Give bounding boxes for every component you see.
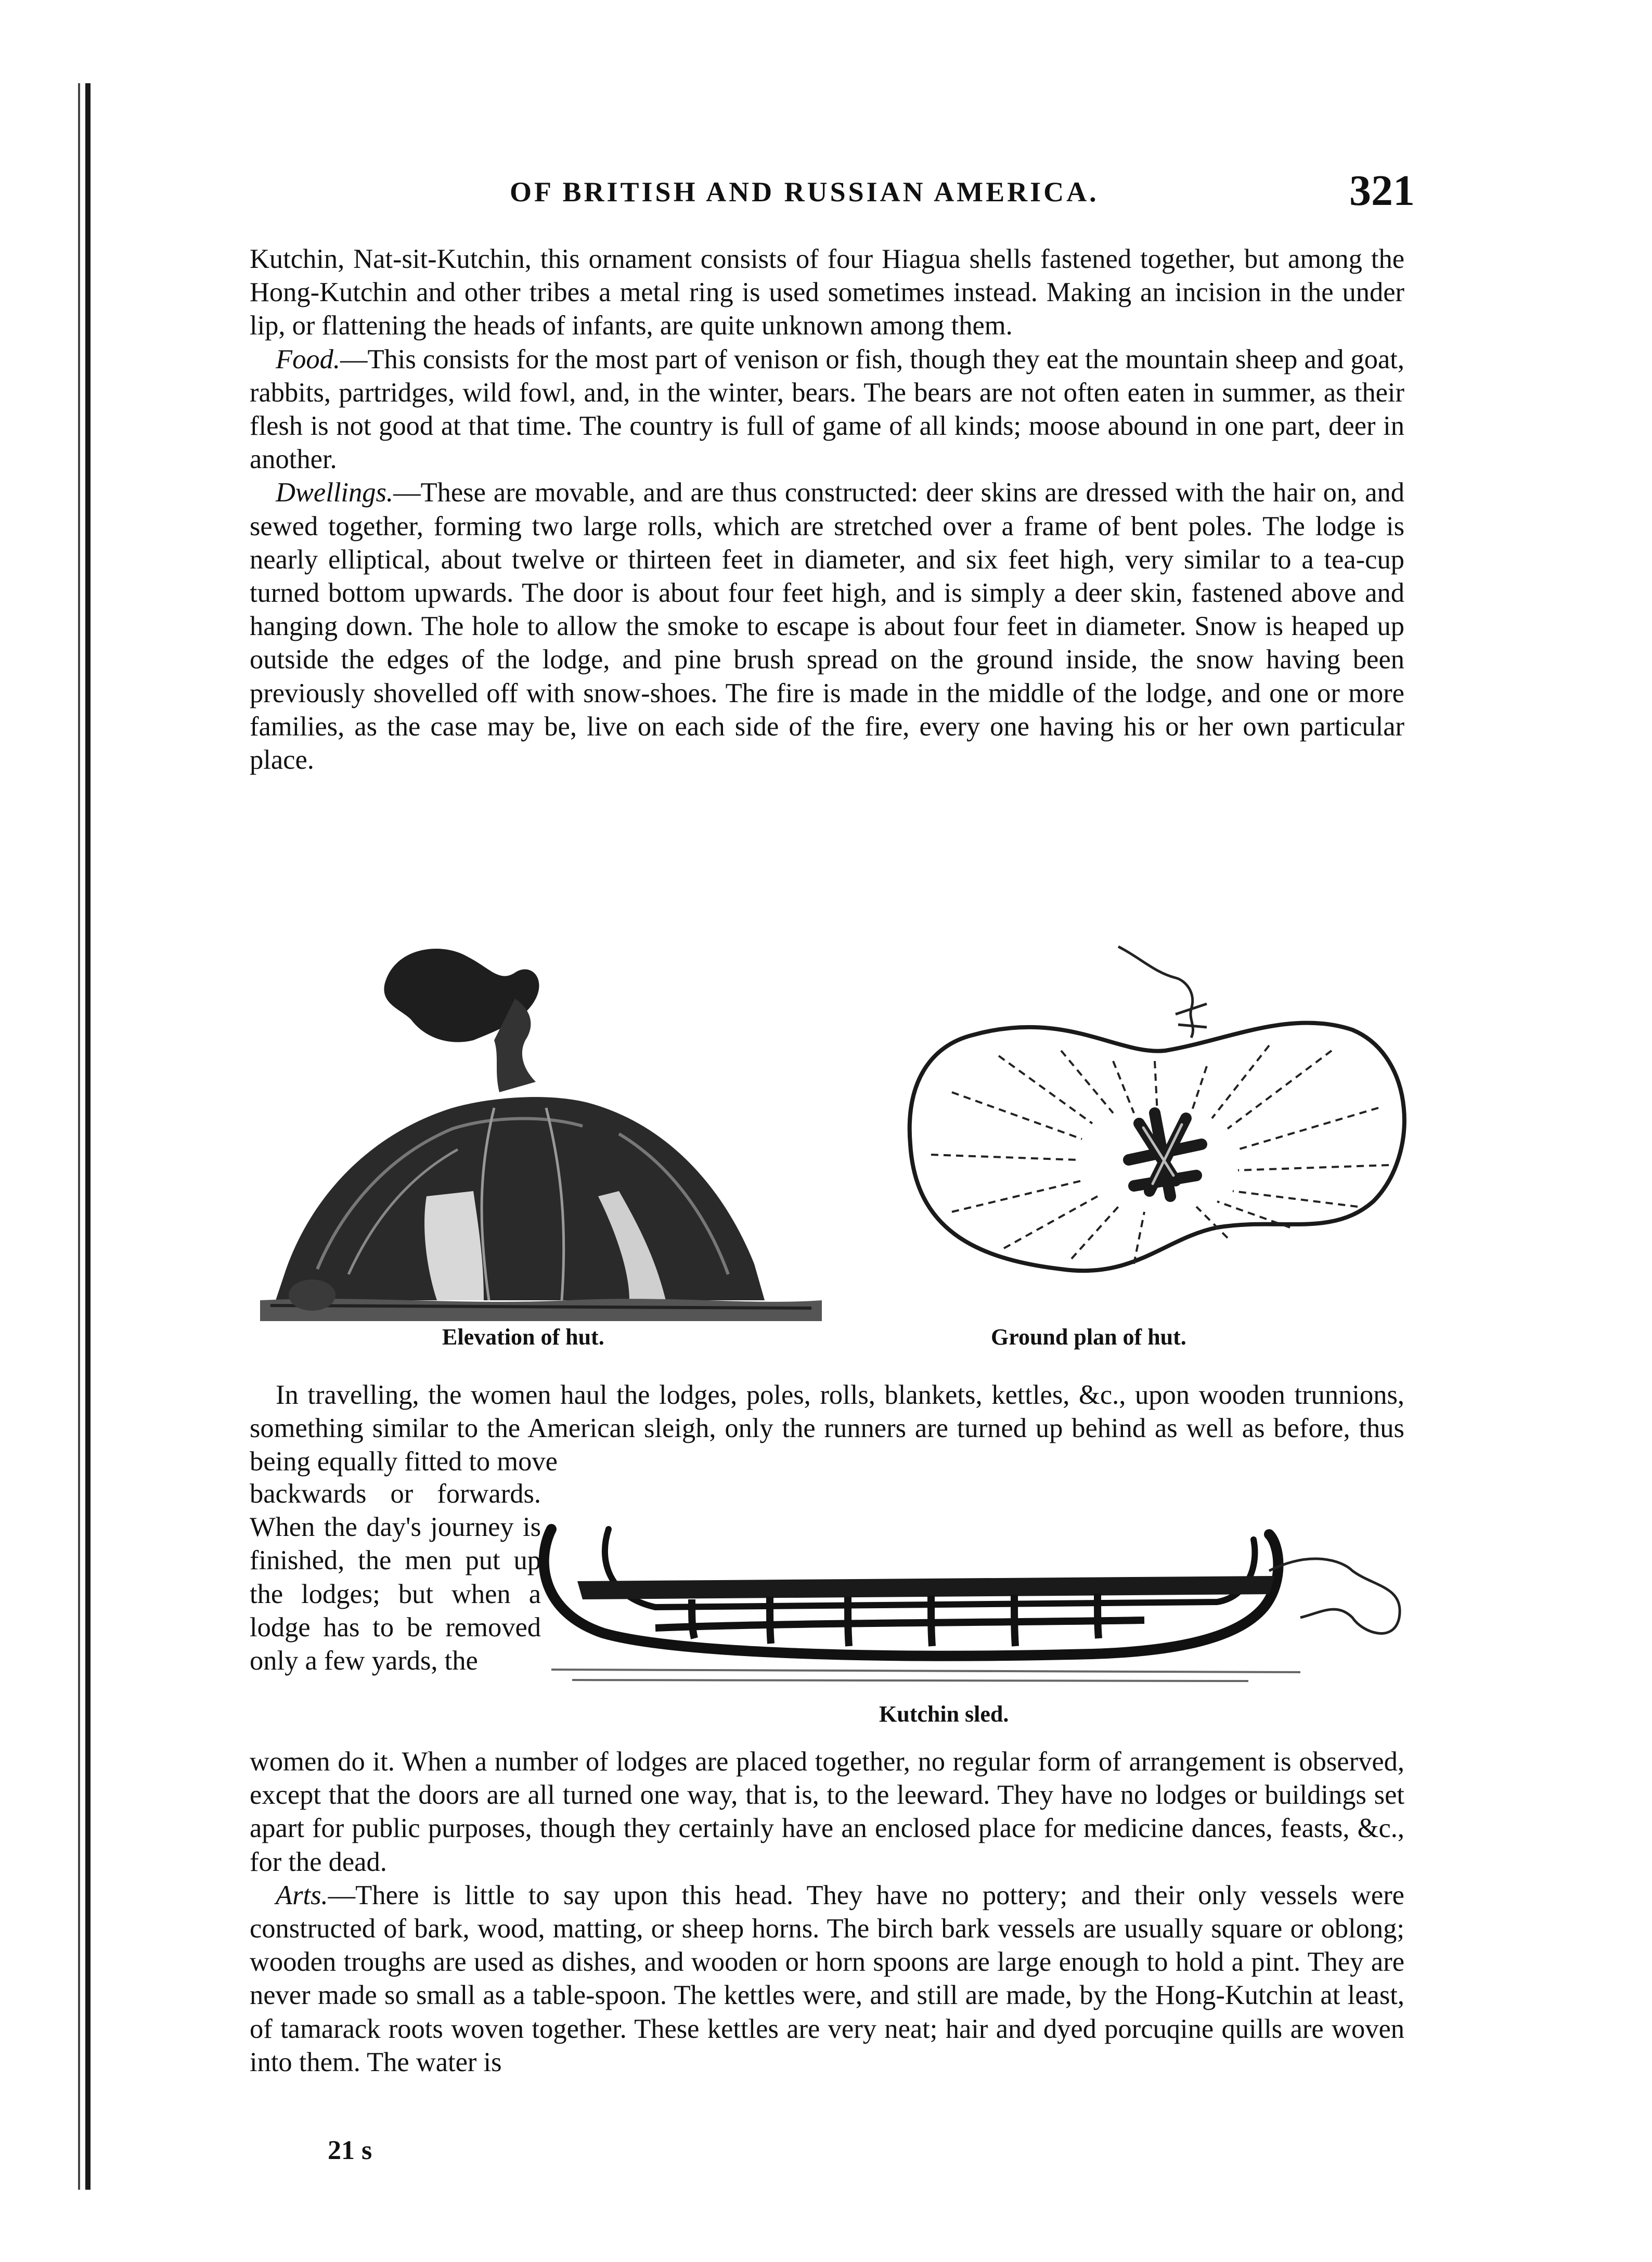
bottom-text-block [250, 1745, 1404, 2079]
travel-text-top [250, 1378, 1404, 1479]
sled-shadow [551, 1670, 1300, 1681]
page-binding-shadow [78, 83, 80, 2190]
kutchin-sled-figure [520, 1498, 1415, 1706]
travel-text-side [250, 1477, 541, 1677]
caption-ground-plan: Ground plan of hut. [991, 1324, 1186, 1350]
hut-lodge [276, 1097, 765, 1300]
lead-dwellings: Dwellings. [276, 477, 394, 508]
lead-food: Food. [276, 344, 340, 374]
sled-deck [577, 1576, 1274, 1599]
hut-ground-plan-figure [895, 936, 1415, 1311]
page-header [250, 165, 1415, 228]
page-number: 321 [1349, 166, 1415, 215]
hut-elevation-figure [255, 936, 827, 1342]
travel-paragraph-top: In travelling, the women haul the lodges, poles, rolls, blankets, kettles, &c., upon wooden trunnions, something similar to the American sleigh, only the runners are turned up behind as well as before, thus being equally fitted to move [250, 1380, 1404, 1477]
running-head: OF BRITISH AND RUSSIAN AMERICA. [510, 176, 1099, 208]
ground-plan-entry-thong [1118, 947, 1207, 1038]
page-binding-edge [85, 83, 91, 2190]
lead-arts: Arts. [276, 1880, 328, 1910]
travel-paragraph-side: backwards or forwards. When the day's journey is finished, the men put up the lodges; but when a lodge has to be removed only a few yards, the [250, 1479, 541, 1676]
top-text-block [250, 242, 1404, 777]
signature-mark: 21 s [328, 2136, 372, 2165]
ground-plan-fire [1129, 1113, 1202, 1196]
hut-smoke [384, 949, 539, 1092]
paragraph-dwellings: Dwellings.—These are movable, and are thus constructed: deer skins are dressed with the hair on, and sewed together, forming two large rolls, which are stretched over a frame of bent poles. The lodge is nearly elliptical, about twelve or thirteen feet in diameter, and six feet high, very similar to a tea-cup turned bottom upwards. The door is about four feet high, and is simply a deer skin, fastened above and hanging down. The hole to allow the smoke to escape is about four feet in diameter. Snow is heaped up outside the edges of the lodge, and pine brush spread on the ground inside, the snow having been previously shovelled off with snow-shoes. The fire is made in the middle of the lodge, and one or more families, as the case may be, live on each side of the fire, every one having his or her own particular place. [250, 477, 1404, 775]
caption-elevation: Elevation of hut. [442, 1324, 604, 1350]
paragraph-ornament: Kutchin, Nat-sit-Kutchin, this ornament consists of four Hiagua shells fastened together, but among the Hong-Kutchin and other tribes a metal ring is used sometimes instead. Making an incision in the under lip, or flattening the heads of infants, are quite unknown among them. [250, 244, 1404, 341]
travel-paragraph-bottom: women do it. When a number of lodges are placed together, no regular form of arrangement is observed, except that the doors are all turned one way, that is, to the leeward. They have no lodges or buildings set apart for public purposes, though they certainly have an enclosed place for medicine dances, feasts, &c., for the dead. [250, 1747, 1404, 1877]
caption-sled: Kutchin sled. [879, 1701, 1009, 1727]
paragraph-arts: Arts.—There is little to say upon this head. They have no pottery; and their only vessels were constructed of bark, wood, matting, or sheep horns. The birch bark vessels are usually square or oblong; wooden troughs are used as dishes, and wooden or horn spoons are large enough to hold a pint. They are never made so small as a table-spoon. The kettles were, and still are made, by the Hong-Kutchin at least, of tamarack roots woven together. These kettles are very neat; hair and dyed porcuqine quills are woven into them. The water is [250, 1880, 1404, 2077]
sled-trace-rope [1269, 1559, 1400, 1634]
paragraph-food: Food.—This consists for the most part of venison or fish, though they eat the mountain sheep and goat, rabbits, partridges, wild fowl, and, in the winter, bears. The bears are not often eaten in summer, as their flesh is not good at that time. The country is full of game of all kinds; moose abound in one part, deer in another. [250, 344, 1404, 475]
